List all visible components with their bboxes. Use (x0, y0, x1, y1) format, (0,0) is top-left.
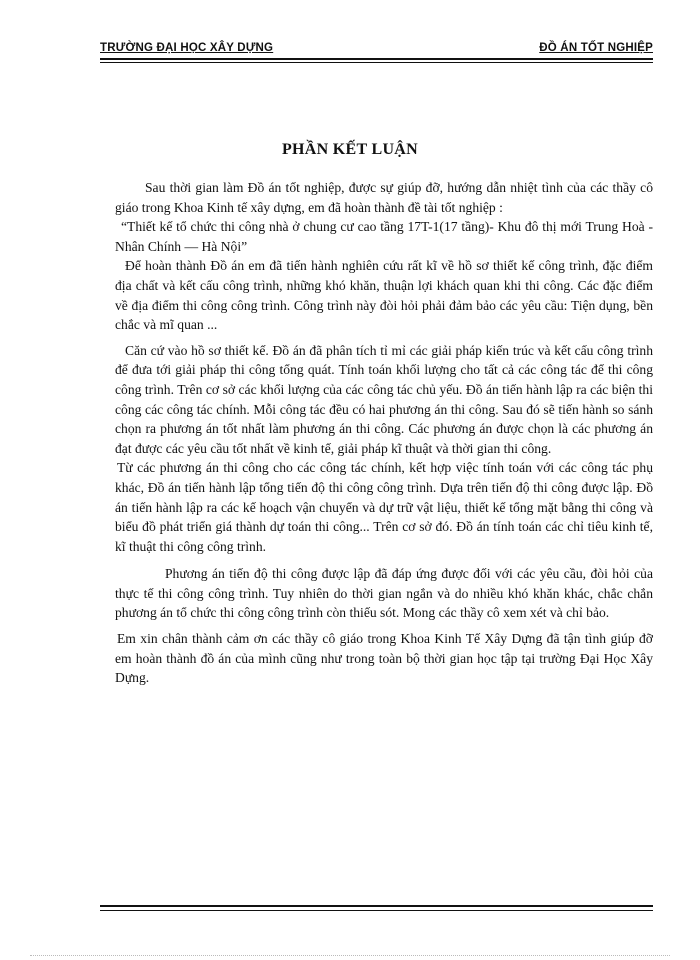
paragraph-research: Để hoàn thành Đồ án em đã tiến hành nghiên cứu rất kĩ về hồ sơ thiết kế công trình, đặc điểm địa chất và kết cấu công trình, những khó khăn, thuận lợi khách quan khi thi công. Các đặc điểm về địa điểm thi công công trình. Công trình này đòi hỏi phải đảm bảo các yêu cầu: Tiện dụng, bền chắc và mĩ quan ... (115, 258, 653, 333)
paragraph-evaluation: Phương án tiến độ thi công được lập đã đáp ứng được đối với các yêu cầu, đòi hỏi của thực tế thi công công trình. Tuy nhiên do thời gian ngắn và do nhiều khó khăn khác, chắc chắn phương án tổ chức thi công công trình còn thiếu sót. Mong các thầy cô xem xét và chỉ bảo. (115, 566, 653, 621)
paragraph-thesis-title: “Thiết kế tổ chức thi công nhà ở chung cư cao tầng 17T-1(17 tầng)- Khu đô thị mới Trung Hoà - Nhân Chính — Hà Nội” (115, 219, 653, 254)
document-body (115, 178, 653, 688)
footer-rule-thin (100, 910, 653, 911)
header-rule (100, 58, 653, 60)
header-university: TRƯỜNG ĐẠI HỌC XÂY DỰNG (100, 42, 274, 54)
header-document-type: ĐỒ ÁN TỐT NGHIỆP (539, 42, 653, 54)
page-edge-divider (30, 955, 670, 956)
header-rule-thin (100, 62, 653, 63)
footer-rule (100, 905, 653, 907)
page-title: PHẦN KẾT LUẬN (281, 141, 419, 158)
paragraph-analysis: Căn cứ vào hồ sơ thiết kế. Đồ án đã phân tích tỉ mỉ các giải pháp kiến trúc và kết cấu công trình để đưa tới giải pháp thi công tổng quát. Tính toán khối lượng cho tất cả các công tác để thi công công trình. Trên cơ sở các khối lượng của các công tác chủ yếu. Đồ án tiến hành lập ra các biện thi công các công tác chính. Mỗi công tác đều có hai phương án thi công. Sau đó sẽ tiến hành so sánh chọn ra phương án tốt nhất làm phương án thi công. Các phương án được chọn là các phương án đạt được các yêu cầu tốt nhất về kinh tế, giải pháp kĩ thuật và thời gian thi công. (115, 342, 653, 456)
paragraph-intro: Sau thời gian làm Đồ án tốt nghiệp, được sự giúp đỡ, hướng dẫn nhiệt tình của các thầy cô giáo trong Khoa Kinh tế xây dựng, em đã hoàn thành đề tài tốt nghiệp : (115, 180, 653, 215)
paragraph-schedule: Từ các phương án thi công cho các công tác chính, kết hợp việc tính toán với các công tác phụ khác, Đồ án tiến hành lập tổng tiến độ thi công công trình. Dựa trên tiến độ thi công được lập. Đồ án tiến hành lập ra các kế hoạch vận chuyển và dự trữ vật liệu, thiết kế tổng mặt bằng thi công và biểu đồ phát triển giá thành dự toán thi công... Trên cơ sở đó. Đồ án tính toán các chỉ tiêu kinh tế, kĩ thuật thi công công trình. (115, 460, 653, 554)
paragraph-thanks: Em xin chân thành cảm ơn các thầy cô giáo trong Khoa Kinh Tế Xây Dựng đã tận tình giúp đỡ em hoàn thành đồ án của mình cũng như trong toàn bộ thời gian học tập tại trường Đại Học Xây Dựng. (115, 631, 653, 686)
